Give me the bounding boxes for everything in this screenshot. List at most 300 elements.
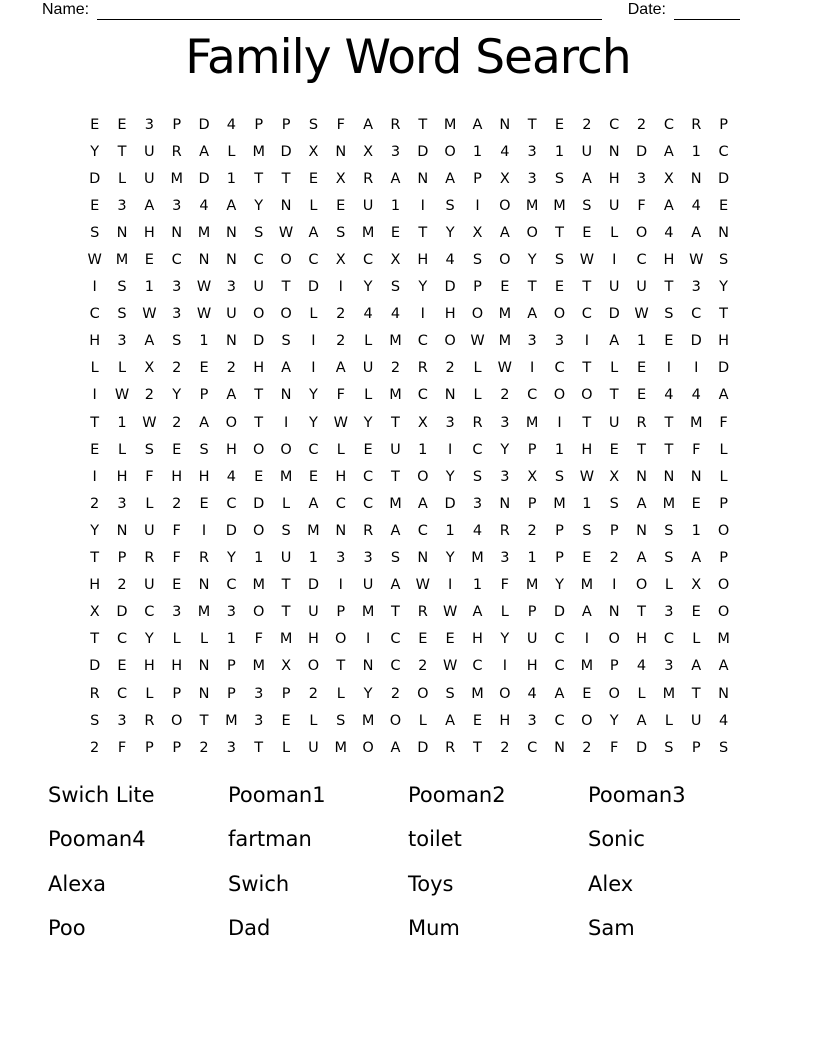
grid-cell: A bbox=[472, 604, 483, 621]
grid-cell: S bbox=[199, 441, 209, 458]
grid-cell: I bbox=[201, 522, 207, 539]
grid-cell: D bbox=[89, 658, 101, 675]
grid-cell: 3 bbox=[172, 604, 182, 621]
grid-cell: C bbox=[226, 495, 237, 512]
grid-cell: 3 bbox=[363, 550, 373, 567]
grid-cell: C bbox=[308, 441, 319, 458]
grid-cell: 2 bbox=[172, 414, 182, 431]
grid-cell: H bbox=[253, 360, 265, 377]
grid-cell: N bbox=[417, 550, 429, 567]
grid-cell: L bbox=[117, 360, 127, 377]
grid-cell: T bbox=[254, 414, 264, 431]
grid-cell: F bbox=[336, 387, 345, 404]
grid-cell: X bbox=[335, 170, 346, 187]
grid-cell: E bbox=[554, 279, 565, 296]
grid-cell: M bbox=[471, 550, 484, 567]
grid-cell: A bbox=[663, 143, 674, 160]
grid-cell: C bbox=[226, 577, 237, 594]
grid-cell: O bbox=[581, 712, 593, 729]
grid-cell: 1 bbox=[472, 577, 483, 594]
grid-cell: P bbox=[527, 495, 537, 512]
grid-cell: Y bbox=[719, 279, 728, 296]
grid-cell: 2 bbox=[172, 495, 182, 512]
grid-cell: 4 bbox=[718, 712, 729, 729]
grid-cell: F bbox=[637, 197, 646, 214]
grid-cell: S bbox=[554, 170, 565, 187]
grid-cell: 3 bbox=[500, 468, 510, 485]
grid-cell: I bbox=[530, 360, 535, 377]
grid-cell: X bbox=[144, 360, 155, 377]
grid-cell: 2 bbox=[500, 739, 510, 756]
grid-cell: A bbox=[417, 495, 428, 512]
grid-cell: H bbox=[444, 306, 456, 323]
grid-cell: I bbox=[92, 387, 97, 404]
grid-cell: Y bbox=[308, 387, 318, 404]
grid-cell: M bbox=[498, 333, 512, 350]
grid-cell: R bbox=[171, 143, 182, 160]
grid-cell: S bbox=[664, 306, 674, 323]
grid-cell: S bbox=[718, 739, 729, 756]
grid-cell: R bbox=[417, 604, 428, 621]
grid-cell: U bbox=[636, 279, 647, 296]
grid-cell: T bbox=[582, 360, 592, 377]
grid-cell: P bbox=[117, 550, 127, 567]
grid-cell: 3 bbox=[527, 143, 537, 160]
grid-cell: S bbox=[390, 550, 401, 567]
grid-cell: 3 bbox=[500, 414, 510, 431]
grid-cell: E bbox=[90, 441, 100, 458]
grid-cell: H bbox=[581, 441, 593, 458]
grid-cell: P bbox=[719, 550, 728, 567]
grid-cell: 1 bbox=[554, 143, 565, 160]
grid-cell: E bbox=[636, 387, 647, 404]
grid-cell: O bbox=[307, 658, 320, 675]
grid-cell: Y bbox=[527, 252, 537, 269]
grid-cell: S bbox=[117, 279, 127, 296]
grid-cell: A bbox=[636, 495, 647, 512]
grid-cell: T bbox=[609, 387, 619, 404]
grid-cell: D bbox=[307, 279, 319, 296]
grid-cell: 3 bbox=[254, 685, 264, 702]
grid-cell: 2 bbox=[308, 685, 319, 702]
grid-cell: M bbox=[443, 116, 457, 133]
header bbox=[42, 0, 740, 20]
grid-cell: D bbox=[690, 333, 702, 350]
grid-cell: C bbox=[417, 522, 428, 539]
grid-cell: N bbox=[663, 468, 675, 485]
grid-cell: 2 bbox=[336, 306, 346, 323]
grid-cell: S bbox=[664, 550, 674, 567]
grid-cell: C bbox=[417, 387, 428, 404]
grid-cell: 3 bbox=[691, 279, 701, 296]
grid-cell: O bbox=[444, 333, 456, 350]
grid-cell: M bbox=[553, 495, 566, 512]
grid-cell: P bbox=[254, 116, 264, 133]
word-list-item: Sonic bbox=[588, 827, 645, 852]
grid-cell: C bbox=[390, 631, 401, 648]
grid-cell: N bbox=[116, 522, 128, 539]
grid-cell: T bbox=[418, 116, 428, 133]
grid-cell: E bbox=[718, 197, 729, 214]
grid-cell: L bbox=[637, 685, 646, 702]
grid-cell: O bbox=[608, 631, 620, 648]
grid-cell: C bbox=[663, 631, 674, 648]
grid-cell: 4 bbox=[199, 197, 209, 214]
grid-cell: S bbox=[144, 441, 154, 458]
grid-cell: T bbox=[254, 387, 264, 404]
word-list-item: Dad bbox=[228, 916, 271, 941]
grid-cell: D bbox=[444, 279, 456, 296]
grid-cell: D bbox=[253, 333, 265, 350]
grid-cell: R bbox=[363, 170, 374, 187]
grid-cell: H bbox=[171, 468, 183, 485]
grid-cell: C bbox=[363, 252, 374, 269]
grid-cell: L bbox=[117, 170, 127, 187]
grid-cell: O bbox=[253, 306, 265, 323]
grid-cell: C bbox=[89, 306, 100, 323]
grid-cell: T bbox=[281, 279, 291, 296]
grid-cell: 2 bbox=[90, 495, 100, 512]
grid-cell: X bbox=[363, 143, 374, 160]
grid-cell: O bbox=[280, 441, 292, 458]
grid-cell: 3 bbox=[172, 197, 182, 214]
date-blank-line bbox=[674, 3, 740, 20]
grid-cell: W bbox=[333, 414, 348, 431]
grid-cell: W bbox=[87, 252, 102, 269]
grid-cell: E bbox=[390, 224, 401, 241]
grid-cell: U bbox=[526, 631, 538, 648]
grid-cell: U bbox=[690, 712, 702, 729]
grid-cell: M bbox=[580, 658, 594, 675]
grid-cell: 3 bbox=[527, 333, 537, 350]
grid-cell: Y bbox=[226, 550, 236, 567]
grid-cell: C bbox=[554, 658, 565, 675]
grid-cell: P bbox=[691, 739, 701, 756]
grid-cell: U bbox=[280, 550, 292, 567]
grid-cell: O bbox=[362, 739, 374, 756]
word-search-grid bbox=[81, 111, 737, 761]
grid-cell: M bbox=[389, 333, 402, 350]
date-label: Date: bbox=[627, 1, 666, 18]
grid-cell: N bbox=[499, 495, 511, 512]
grid-cell: C bbox=[253, 252, 264, 269]
grid-cell: X bbox=[335, 252, 346, 269]
grid-cell: A bbox=[363, 116, 374, 133]
grid-cell: I bbox=[502, 658, 507, 675]
grid-cell: I bbox=[92, 468, 97, 485]
grid-cell: C bbox=[691, 306, 702, 323]
grid-cell: A bbox=[554, 685, 565, 702]
grid-cell: M bbox=[525, 577, 539, 594]
grid-cell: 4 bbox=[691, 387, 701, 404]
grid-cell: H bbox=[663, 252, 675, 269]
grid-cell: N bbox=[225, 333, 237, 350]
grid-cell: L bbox=[336, 441, 345, 458]
grid-cell: T bbox=[281, 170, 291, 187]
grid-cell: L bbox=[145, 685, 154, 702]
grid-cell: P bbox=[719, 116, 728, 133]
grid-cell: Y bbox=[363, 685, 373, 702]
grid-cell: O bbox=[170, 712, 183, 729]
grid-cell: L bbox=[473, 387, 482, 404]
grid-cell: N bbox=[225, 224, 237, 241]
grid-cell: R bbox=[363, 522, 374, 539]
grid-cell: R bbox=[445, 739, 456, 756]
grid-cell: E bbox=[582, 550, 592, 567]
grid-cell: Y bbox=[445, 550, 455, 567]
grid-cell: 3 bbox=[226, 604, 236, 621]
grid-cell: X bbox=[499, 170, 510, 187]
grid-cell: X bbox=[527, 468, 538, 485]
grid-cell: A bbox=[390, 522, 401, 539]
grid-cell: E bbox=[609, 441, 619, 458]
grid-cell: A bbox=[226, 197, 237, 214]
grid-cell: P bbox=[172, 116, 182, 133]
grid-cell: 3 bbox=[117, 712, 127, 729]
grid-cell: P bbox=[227, 658, 236, 675]
grid-cell: O bbox=[417, 468, 429, 485]
grid-cell: T bbox=[90, 550, 100, 567]
grid-cell: 3 bbox=[254, 712, 264, 729]
grid-cell: M bbox=[662, 495, 676, 512]
grid-cell: N bbox=[718, 224, 729, 241]
grid-cell: C bbox=[636, 252, 647, 269]
grid-cell: D bbox=[198, 116, 210, 133]
grid-cell: T bbox=[664, 279, 674, 296]
grid-cell: L bbox=[692, 631, 701, 648]
grid-cell: N bbox=[362, 658, 374, 675]
grid-cell: X bbox=[281, 658, 292, 675]
grid-cell: A bbox=[636, 712, 647, 729]
grid-cell: M bbox=[252, 658, 265, 675]
grid-cell: A bbox=[663, 197, 674, 214]
grid-cell: A bbox=[445, 170, 456, 187]
grid-cell: L bbox=[664, 712, 673, 729]
grid-cell: U bbox=[144, 577, 155, 594]
grid-cell: D bbox=[253, 495, 265, 512]
grid-cell: 3 bbox=[445, 414, 455, 431]
grid-cell: A bbox=[445, 712, 456, 729]
grid-cell: O bbox=[253, 522, 265, 539]
grid-cell: 4 bbox=[636, 658, 647, 675]
grid-cell: H bbox=[89, 333, 101, 350]
grid-cell: R bbox=[636, 414, 647, 431]
grid-cell: P bbox=[555, 522, 564, 539]
grid-cell: I bbox=[311, 360, 316, 377]
grid-cell: E bbox=[117, 116, 127, 133]
grid-cell: F bbox=[254, 631, 263, 648]
grid-cell: L bbox=[117, 441, 127, 458]
grid-cell: 4 bbox=[664, 224, 674, 241]
grid-cell: H bbox=[636, 631, 647, 648]
grid-cell: I bbox=[92, 279, 97, 296]
grid-cell: T bbox=[90, 414, 100, 431]
grid-cell: D bbox=[417, 143, 429, 160]
grid-cell: S bbox=[308, 116, 319, 133]
grid-cell: 3 bbox=[554, 333, 565, 350]
grid-cell: 3 bbox=[144, 116, 154, 133]
grid-cell: E bbox=[281, 712, 291, 729]
grid-cell: T bbox=[473, 739, 482, 756]
word-list-item: Pooman4 bbox=[48, 827, 146, 852]
grid-cell: H bbox=[143, 658, 155, 675]
grid-cell: E bbox=[90, 197, 100, 214]
grid-cell: O bbox=[417, 685, 429, 702]
grid-cell: S bbox=[254, 224, 264, 241]
grid-cell: O bbox=[225, 414, 238, 431]
grid-cell: T bbox=[691, 685, 701, 702]
grid-cell: I bbox=[448, 441, 453, 458]
grid-cell: 1 bbox=[472, 143, 483, 160]
grid-cell: 2 bbox=[609, 550, 619, 567]
grid-cell: I bbox=[338, 279, 343, 296]
grid-cell: U bbox=[362, 360, 374, 377]
grid-cell: T bbox=[254, 170, 264, 187]
grid-cell: E bbox=[254, 468, 264, 485]
grid-cell: Y bbox=[500, 631, 510, 648]
grid-cell: H bbox=[499, 712, 511, 729]
grid-cell: L bbox=[90, 360, 99, 377]
grid-cell: T bbox=[664, 414, 674, 431]
grid-cell: I bbox=[475, 197, 480, 214]
grid-cell: Y bbox=[254, 197, 264, 214]
grid-cell: I bbox=[420, 197, 425, 214]
grid-cell: W bbox=[579, 252, 595, 269]
grid-cell: P bbox=[473, 279, 482, 296]
grid-cell: D bbox=[635, 739, 648, 756]
grid-cell: C bbox=[144, 604, 155, 621]
name-label: Name: bbox=[42, 1, 90, 18]
grid-cell: E bbox=[172, 577, 182, 594]
grid-cell: 2 bbox=[582, 739, 592, 756]
grid-cell: P bbox=[609, 522, 619, 539]
grid-cell: Y bbox=[308, 414, 318, 431]
grid-cell: T bbox=[418, 224, 428, 241]
word-list-item: fartman bbox=[228, 827, 312, 852]
grid-cell: C bbox=[609, 116, 620, 133]
grid-cell: W bbox=[278, 224, 294, 241]
grid-cell: I bbox=[365, 631, 371, 648]
grid-cell: L bbox=[500, 604, 509, 621]
grid-cell: 2 bbox=[390, 360, 401, 377]
grid-cell: Y bbox=[418, 279, 428, 296]
grid-cell: H bbox=[89, 577, 101, 594]
grid-cell: I bbox=[311, 333, 316, 350]
grid-cell: T bbox=[391, 414, 400, 431]
grid-cell: I bbox=[612, 252, 617, 269]
grid-cell: 3 bbox=[226, 279, 236, 296]
grid-cell: N bbox=[636, 522, 647, 539]
grid-cell: E bbox=[199, 495, 209, 512]
grid-cell: M bbox=[170, 170, 183, 187]
grid-cell: C bbox=[581, 306, 592, 323]
grid-cell: D bbox=[198, 170, 210, 187]
grid-cell: U bbox=[144, 143, 155, 160]
grid-cell: D bbox=[417, 739, 429, 756]
grid-cell: C bbox=[527, 387, 538, 404]
grid-cell: R bbox=[499, 522, 510, 539]
grid-cell: X bbox=[472, 224, 483, 241]
grid-cell: I bbox=[694, 360, 699, 377]
grid-cell: S bbox=[336, 224, 346, 241]
grid-cell: 1 bbox=[144, 279, 154, 296]
grid-cell: H bbox=[335, 468, 347, 485]
grid-cell: H bbox=[718, 333, 730, 350]
grid-cell: E bbox=[418, 631, 428, 648]
grid-cell: 3 bbox=[472, 495, 483, 512]
grid-cell: 2 bbox=[582, 116, 592, 133]
grid-cell: W bbox=[497, 360, 512, 377]
page-title: Family Word Search bbox=[185, 30, 631, 85]
grid-cell: 1 bbox=[226, 170, 236, 187]
grid-cell: F bbox=[336, 116, 345, 133]
grid-cell: S bbox=[445, 685, 455, 702]
grid-cell: S bbox=[609, 495, 619, 512]
grid-cell: 4 bbox=[363, 306, 373, 323]
grid-cell: N bbox=[198, 577, 210, 594]
grid-cell: 4 bbox=[445, 252, 455, 269]
grid-cell: O bbox=[499, 685, 511, 702]
grid-cell: O bbox=[253, 441, 265, 458]
grid-cell: 1 bbox=[199, 333, 209, 350]
grid-cell: O bbox=[280, 306, 292, 323]
grid-cell: N bbox=[280, 197, 292, 214]
grid-cell: 3 bbox=[664, 658, 674, 675]
grid-cell: X bbox=[609, 468, 620, 485]
grid-cell: S bbox=[390, 279, 401, 296]
grid-cell: A bbox=[636, 550, 647, 567]
grid-cell: 4 bbox=[472, 522, 483, 539]
grid-cell: E bbox=[363, 441, 373, 458]
grid-cell: T bbox=[637, 441, 646, 458]
grid-cell: 2 bbox=[445, 360, 455, 377]
grid-cell: N bbox=[171, 224, 183, 241]
grid-cell: Y bbox=[500, 441, 510, 458]
grid-cell: P bbox=[719, 495, 728, 512]
grid-cell: M bbox=[252, 143, 265, 160]
grid-cell: H bbox=[307, 631, 319, 648]
grid-cell: 3 bbox=[527, 712, 537, 729]
word-list-item: Swich Lite bbox=[48, 783, 155, 808]
grid-cell: O bbox=[499, 252, 511, 269]
grid-cell: M bbox=[279, 631, 293, 648]
grid-cell: O bbox=[717, 577, 730, 594]
grid-cell: O bbox=[335, 631, 347, 648]
grid-cell: W bbox=[579, 468, 595, 485]
grid-cell: A bbox=[226, 387, 237, 404]
grid-cell: C bbox=[335, 495, 346, 512]
grid-cell: P bbox=[227, 685, 236, 702]
grid-cell: L bbox=[309, 197, 318, 214]
grid-cell: S bbox=[90, 712, 100, 729]
grid-cell: O bbox=[608, 685, 620, 702]
grid-cell: Y bbox=[90, 522, 100, 539]
grid-cell: S bbox=[445, 197, 455, 214]
grid-cell: A bbox=[718, 387, 729, 404]
grid-cell: N bbox=[335, 143, 347, 160]
grid-cell: Y bbox=[555, 577, 564, 594]
grid-cell: S bbox=[90, 224, 100, 241]
grid-cell: 3 bbox=[636, 170, 647, 187]
grid-cell: U bbox=[144, 170, 155, 187]
grid-cell: P bbox=[609, 658, 619, 675]
grid-cell: 3 bbox=[117, 495, 127, 512]
grid-cell: U bbox=[390, 441, 401, 458]
grid-cell: O bbox=[635, 577, 648, 594]
grid-cell: O bbox=[499, 197, 511, 214]
grid-cell: O bbox=[253, 604, 265, 621]
grid-cell: F bbox=[500, 577, 509, 594]
